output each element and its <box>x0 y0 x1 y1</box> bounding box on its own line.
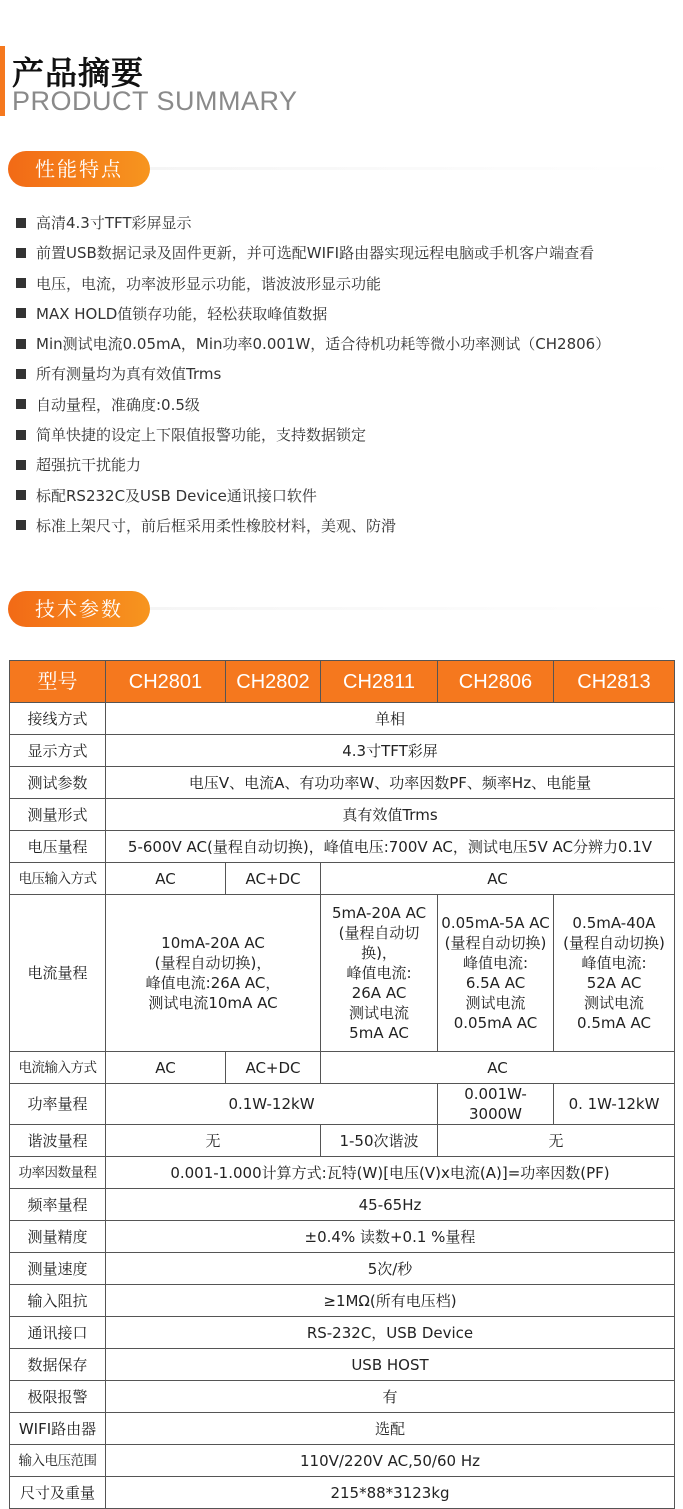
header-cell: CH2813 <box>554 661 675 703</box>
table-row <box>10 831 675 863</box>
table-row <box>10 703 675 735</box>
row-label: 测试参数 <box>10 767 106 799</box>
table-cell: 110V/220V AC,50/60 Hz <box>106 1445 675 1477</box>
table-row <box>10 1125 675 1157</box>
list-item: 超强抗干扰能力 <box>16 450 610 480</box>
table-row <box>10 1052 675 1084</box>
table-row <box>10 895 675 1052</box>
table-row <box>10 1221 675 1253</box>
table-row <box>10 1317 675 1349</box>
row-label: 电流量程 <box>10 895 106 1052</box>
header-cell: CH2806 <box>438 661 554 703</box>
table-cell: RS-232C，USB Device <box>106 1317 675 1349</box>
list-item: 自动量程，准确度:0.5级 <box>16 390 610 420</box>
header-cell: CH2802 <box>226 661 321 703</box>
table-cell: 0.001-1.000计算方式:瓦特(W)[电压(V)x电流(A)]=功率因数(PF) <box>106 1157 675 1189</box>
table-cell: 0.001W-3000W <box>438 1084 554 1125</box>
table-cell: ≥1MΩ(所有电压档) <box>106 1285 675 1317</box>
table-cell <box>554 895 675 1052</box>
table-cell: 0. 1W-12kW <box>554 1084 675 1125</box>
row-label: 接线方式 <box>10 703 106 735</box>
table-cell: 无 <box>106 1125 321 1157</box>
row-label: 测量速度 <box>10 1253 106 1285</box>
row-label: 极限报警 <box>10 1381 106 1413</box>
cell-line: (量程自动切换)， <box>154 954 272 972</box>
table-row <box>10 1253 675 1285</box>
row-label: 谐波量程 <box>10 1125 106 1157</box>
table-row <box>10 1381 675 1413</box>
row-label: 电压量程 <box>10 831 106 863</box>
row-label: 功率量程 <box>10 1084 106 1125</box>
header-cell: CH2801 <box>106 661 226 703</box>
row-label: WIFI路由器 <box>10 1413 106 1445</box>
cell-line: 0.05mA-5A AC <box>441 914 550 932</box>
row-label: 尺寸及重量 <box>10 1477 106 1509</box>
bullet-square-icon <box>16 490 26 500</box>
table-cell: 5-600V AC(量程自动切换)，峰值电压:700V AC，测试电压5V AC分辨力0.1V <box>106 831 675 863</box>
cell-line: 测试电流 <box>583 994 644 1012</box>
cell-line: 6.5A AC <box>465 974 526 992</box>
bullet-square-icon <box>16 248 26 258</box>
bullet-square-icon <box>16 339 26 349</box>
list-item: MAX HOLD值锁存功能，轻松获取峰值数据 <box>16 299 610 329</box>
cell-line: 峰值电流: <box>581 954 647 972</box>
row-label: 测量精度 <box>10 1221 106 1253</box>
cell-line: 测试电流 <box>465 994 526 1012</box>
page-title: 产品摘要 <box>12 54 145 92</box>
section-divider <box>150 607 680 610</box>
row-label: 频率量程 <box>10 1189 106 1221</box>
table-cell <box>438 895 554 1052</box>
list-item: 电压，电流，功率波形显示功能，谐波波形显示功能 <box>16 269 610 299</box>
table-cell: 0.1W-12kW <box>106 1084 438 1125</box>
table-cell: 4.3寸TFT彩屏 <box>106 735 675 767</box>
bullet-square-icon <box>16 278 26 288</box>
list-item: 标准上架尺寸，前后框采用柔性橡胶材料，美观、防滑 <box>16 511 610 541</box>
table-row <box>10 1477 675 1509</box>
bullet-square-icon <box>16 369 26 379</box>
bullet-square-icon <box>16 520 26 530</box>
cell-line: 52A AC <box>586 974 642 992</box>
row-label: 通讯接口 <box>10 1317 106 1349</box>
table-cell <box>106 895 321 1052</box>
table-cell: AC <box>321 863 675 895</box>
table-row <box>10 799 675 831</box>
bullet-square-icon <box>16 460 26 470</box>
table-cell: ±0.4% 读数+0.1 %量程 <box>106 1221 675 1253</box>
table-cell: USB HOST <box>106 1349 675 1381</box>
table-row <box>10 1349 675 1381</box>
table-cell: AC <box>106 863 226 895</box>
cell-line: (量程自动切换) <box>444 934 547 952</box>
cell-line: 峰值电流: <box>346 964 412 982</box>
cell-line: 测试电流10mA AC <box>148 994 278 1012</box>
table-cell: 有 <box>106 1381 675 1413</box>
row-label: 功率因数量程 <box>10 1157 106 1189</box>
page-subtitle: PRODUCT SUMMARY <box>12 86 298 116</box>
cell-line: (量程自动切换)， <box>338 924 420 962</box>
table-cell: 无 <box>438 1125 675 1157</box>
table-row <box>10 1157 675 1189</box>
table-cell: AC+DC <box>226 863 321 895</box>
table-row <box>10 1413 675 1445</box>
table-row <box>10 1445 675 1477</box>
cell-line: 峰值电流: <box>462 954 529 972</box>
list-item: 高清4.3寸TFT彩屏显示 <box>16 208 610 238</box>
bullet-square-icon <box>16 308 26 318</box>
cell-line: (量程自动切换) <box>563 934 665 952</box>
table-row <box>10 735 675 767</box>
title-accent-bar <box>0 46 5 116</box>
table-cell: AC <box>321 1052 675 1084</box>
header-cell-model: 型号 <box>10 661 106 703</box>
bullet-square-icon <box>16 399 26 409</box>
section-specs-badge: 技术参数 <box>8 591 150 627</box>
table-cell: 5次/秒 <box>106 1253 675 1285</box>
table-header-row <box>10 661 675 703</box>
row-label: 电流输入方式 <box>10 1052 106 1084</box>
list-item: 标配RS232C及USB Device通讯接口软件 <box>16 481 610 511</box>
table-row <box>10 863 675 895</box>
cell-line: 0.5mA AC <box>577 1014 651 1032</box>
feature-list <box>16 208 610 541</box>
table-row <box>10 767 675 799</box>
list-item: Min测试电流0.05mA，Min功率0.001W，适合待机功耗等微小功率测试（CH2806） <box>16 329 610 359</box>
row-label: 数据保存 <box>10 1349 106 1381</box>
table-cell: 选配 <box>106 1413 675 1445</box>
section-features-badge: 性能特点 <box>8 151 150 187</box>
row-label: 电压输入方式 <box>10 863 106 895</box>
table-cell: AC+DC <box>226 1052 321 1084</box>
table-row <box>10 1084 675 1125</box>
table-cell: 单相 <box>106 703 675 735</box>
row-label: 显示方式 <box>10 735 106 767</box>
spec-table <box>9 660 675 1509</box>
section-divider <box>150 167 680 170</box>
table-row <box>10 1285 675 1317</box>
row-label: 输入阻抗 <box>10 1285 106 1317</box>
table-cell <box>321 895 438 1052</box>
table-row <box>10 1189 675 1221</box>
table-cell: 215*88*3123kg <box>106 1477 675 1509</box>
cell-line: 26A AC <box>351 984 407 1002</box>
table-cell: 真有效值Trms <box>106 799 675 831</box>
cell-line: 0.5mA-40A <box>572 914 656 932</box>
row-label: 输入电压范围 <box>10 1445 106 1477</box>
list-item: 前置USB数据记录及固件更新，并可选配WIFI路由器实现远程电脑或手机客户端查看 <box>16 238 610 268</box>
list-item: 所有测量均为真有效值Trms <box>16 359 610 389</box>
table-cell: 45-65Hz <box>106 1189 675 1221</box>
table-cell: AC <box>106 1052 226 1084</box>
header-cell: CH2811 <box>321 661 438 703</box>
cell-line: 5mA-20A AC <box>331 904 427 922</box>
bullet-square-icon <box>16 218 26 228</box>
cell-line: 峰值电流:26A AC， <box>145 974 281 992</box>
table-cell: 电压V、电流A、有功功率W、功率因数PF、频率Hz、电能量 <box>106 767 675 799</box>
cell-line: 0.05mA AC <box>453 1014 538 1032</box>
cell-line: 10mA-20A AC <box>161 934 265 952</box>
cell-line: 5mA AC <box>349 1024 409 1042</box>
list-item: 简单快捷的设定上下限值报警功能，支持数据锁定 <box>16 420 610 450</box>
cell-line: 测试电流 <box>348 1004 409 1022</box>
row-label: 测量形式 <box>10 799 106 831</box>
bullet-square-icon <box>16 430 26 440</box>
table-cell: 1-50次谐波 <box>321 1125 438 1157</box>
